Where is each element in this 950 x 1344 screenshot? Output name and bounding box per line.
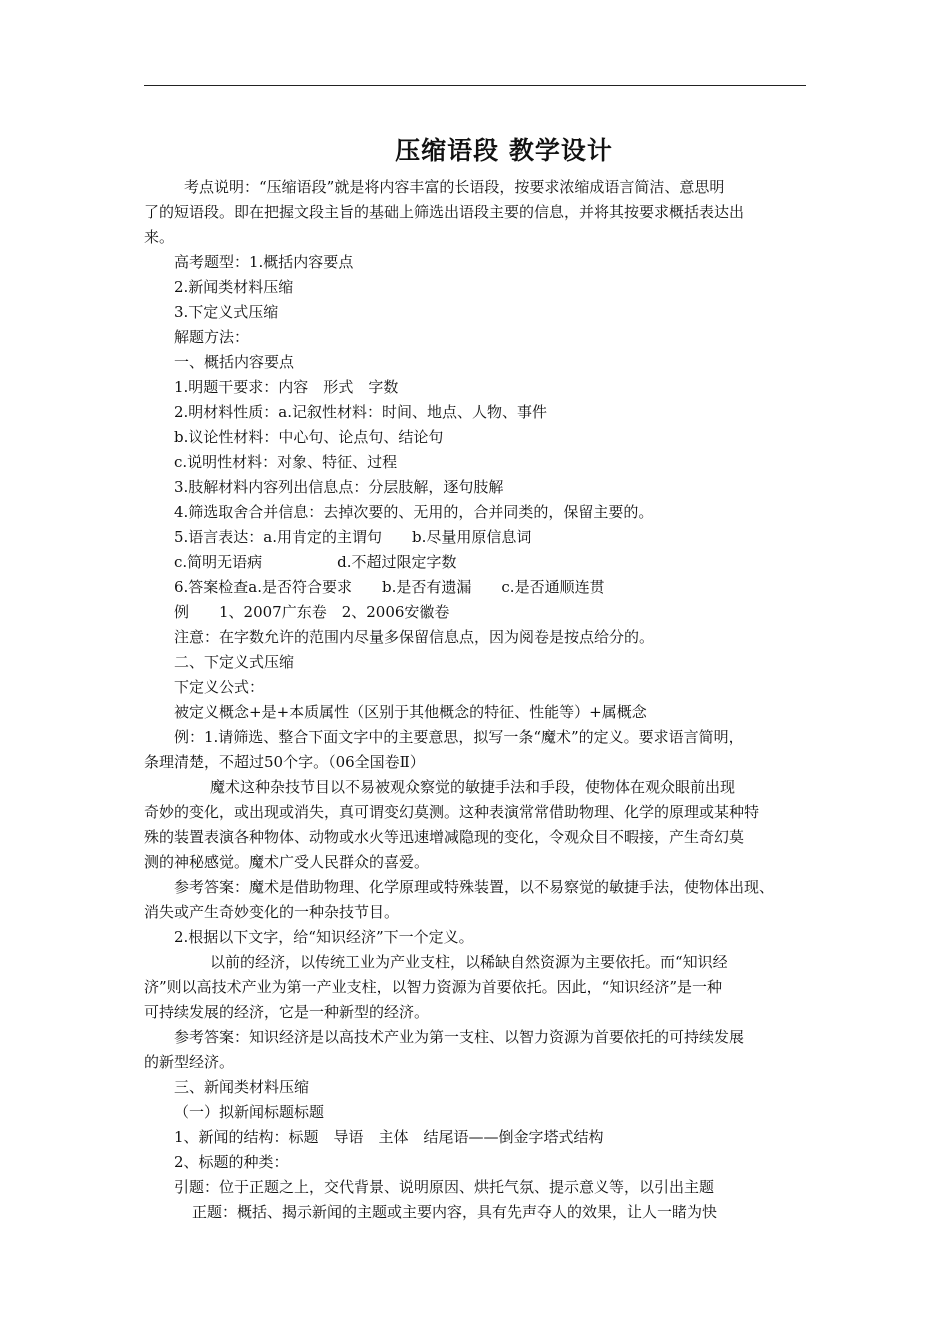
paragraph-line: 2.明材料性质：a.记叙性材料：时间、地点、人物、事件 <box>174 403 548 421</box>
paragraph-line: 殊的装置表演各种物体、动物或水火等迅速增减隐现的变化，令观众目不暇接，产生奇幻莫 <box>144 828 745 846</box>
paragraph-line: 引题：位于正题之上，交代背景、说明原因、烘托气氛、提示意义等，以引出主题 <box>174 1178 715 1196</box>
paragraph-line: 4.筛选取舍合并信息：去掉次要的、无用的，合并同类的，保留主要的。 <box>174 503 654 521</box>
paragraph-line: 条理清楚，不超过50个字。（06全国卷Ⅱ） <box>144 753 425 771</box>
paragraph-line: 注意：在字数允许的范围内尽量多保留信息点，因为阅卷是按点给分的。 <box>174 628 655 646</box>
paragraph-line: 1、新闻的结构：标题 导语 主体 结尾语——倒金字塔式结构 <box>174 1128 604 1146</box>
paragraph-line: 2.新闻类材料压缩 <box>174 278 294 296</box>
paragraph-line: 高考题型：1.概括内容要点 <box>174 253 354 271</box>
paragraph-line: 2、标题的种类： <box>174 1153 289 1171</box>
paragraph-line: 3.肢解材料内容列出信息点：分层肢解，逐句肢解 <box>174 478 504 496</box>
paragraph-line: 1.明题干要求：内容 形式 字数 <box>174 378 399 396</box>
paragraph-line: 例：1.请筛选、整合下面文字中的主要意思，拟写一条“魔术”的定义。要求语言简明， <box>174 728 744 746</box>
paragraph-line: 正题：概括、揭示新闻的主题或主要内容，具有先声夺人的效果，让人一睹为快 <box>192 1203 718 1221</box>
paragraph-line: 例 1、2007广东卷 2、2006安徽卷 <box>174 603 450 621</box>
document-body <box>144 175 812 1225</box>
subsection-heading: （一）拟新闻标题标题 <box>174 1103 325 1121</box>
paragraph-line: 来。 <box>144 228 175 246</box>
paragraph-line: 参考答案：知识经济是以高技术产业为第一支柱、以智力资源为首要依托的可持续发展 <box>174 1028 745 1046</box>
paragraph-line: 了的短语段。即在把握文段主旨的基础上筛选出语段主要的信息，并将其按要求概括表达出 <box>144 203 745 221</box>
paragraph-line: 的新型经济。 <box>144 1053 235 1071</box>
paragraph-line: 6.答案检查a.是否符合要求 b.是否有遗漏 c.是否通顺连贯 <box>174 578 605 596</box>
paragraph-line: 5.语言表达：a.用肯定的主谓句 b.尽量用原信息词 <box>174 528 532 546</box>
paragraph-line: 被定义概念+是+本质属性（区别于其他概念的特征、性能等）+属概念 <box>174 703 647 721</box>
paragraph-line: 解题方法： <box>174 328 250 346</box>
paragraph-line: c.简明无语病 d.不超过限定字数 <box>174 553 457 571</box>
paragraph-line: 下定义公式： <box>174 678 265 696</box>
paragraph-line: 考点说明：“压缩语段”就是将内容丰富的长语段，按要求浓缩成语言简洁、意思明 <box>184 178 725 196</box>
paragraph-line: 可持续发展的经济，它是一种新型的经济。 <box>144 1003 430 1021</box>
paragraph-line: b.议论性材料：中心句、论点句、结论句 <box>174 428 444 446</box>
paragraph-line: 2.根据以下文字，给“知识经济”下一个定义。 <box>174 928 474 946</box>
section-heading: 一、概括内容要点 <box>174 353 295 371</box>
section-heading: 三、新闻类材料压缩 <box>174 1078 310 1096</box>
section-heading: 二、下定义式压缩 <box>174 653 295 671</box>
header-rule <box>144 85 806 86</box>
paragraph-line: 参考答案：魔术是借助物理、化学原理或特殊装置，以不易察觉的敏捷手法，使物体出现、 <box>174 878 775 896</box>
paragraph-line: c.说明性材料：对象、特征、过程 <box>174 453 398 471</box>
paragraph-line: 魔术这种杂技节目以不易被观众察觉的敏捷手法和手段，使物体在观众眼前出现 <box>210 778 736 796</box>
paragraph-line: 3.下定义式压缩 <box>174 303 279 321</box>
paragraph-line: 消失或产生奇妙变化的一种杂技节目。 <box>144 903 400 921</box>
page-title: 压缩语段 教学设计 <box>395 136 613 165</box>
paragraph-line: 测的神秘感觉。魔术广受人民群众的喜爱。 <box>144 853 430 871</box>
paragraph-line: 奇妙的变化，或出现或消失，真可谓变幻莫测。这种表演常常借助物理、化学的原理或某种特 <box>144 803 760 821</box>
paragraph-line: 以前的经济，以传统工业为产业支柱，以稀缺自然资源为主要依托。而“知识经 <box>210 953 728 971</box>
paragraph-line: 济”则以高技术产业为第一产业支柱，以智力资源为首要依托。因此，“知识经济”是一种 <box>144 978 723 996</box>
